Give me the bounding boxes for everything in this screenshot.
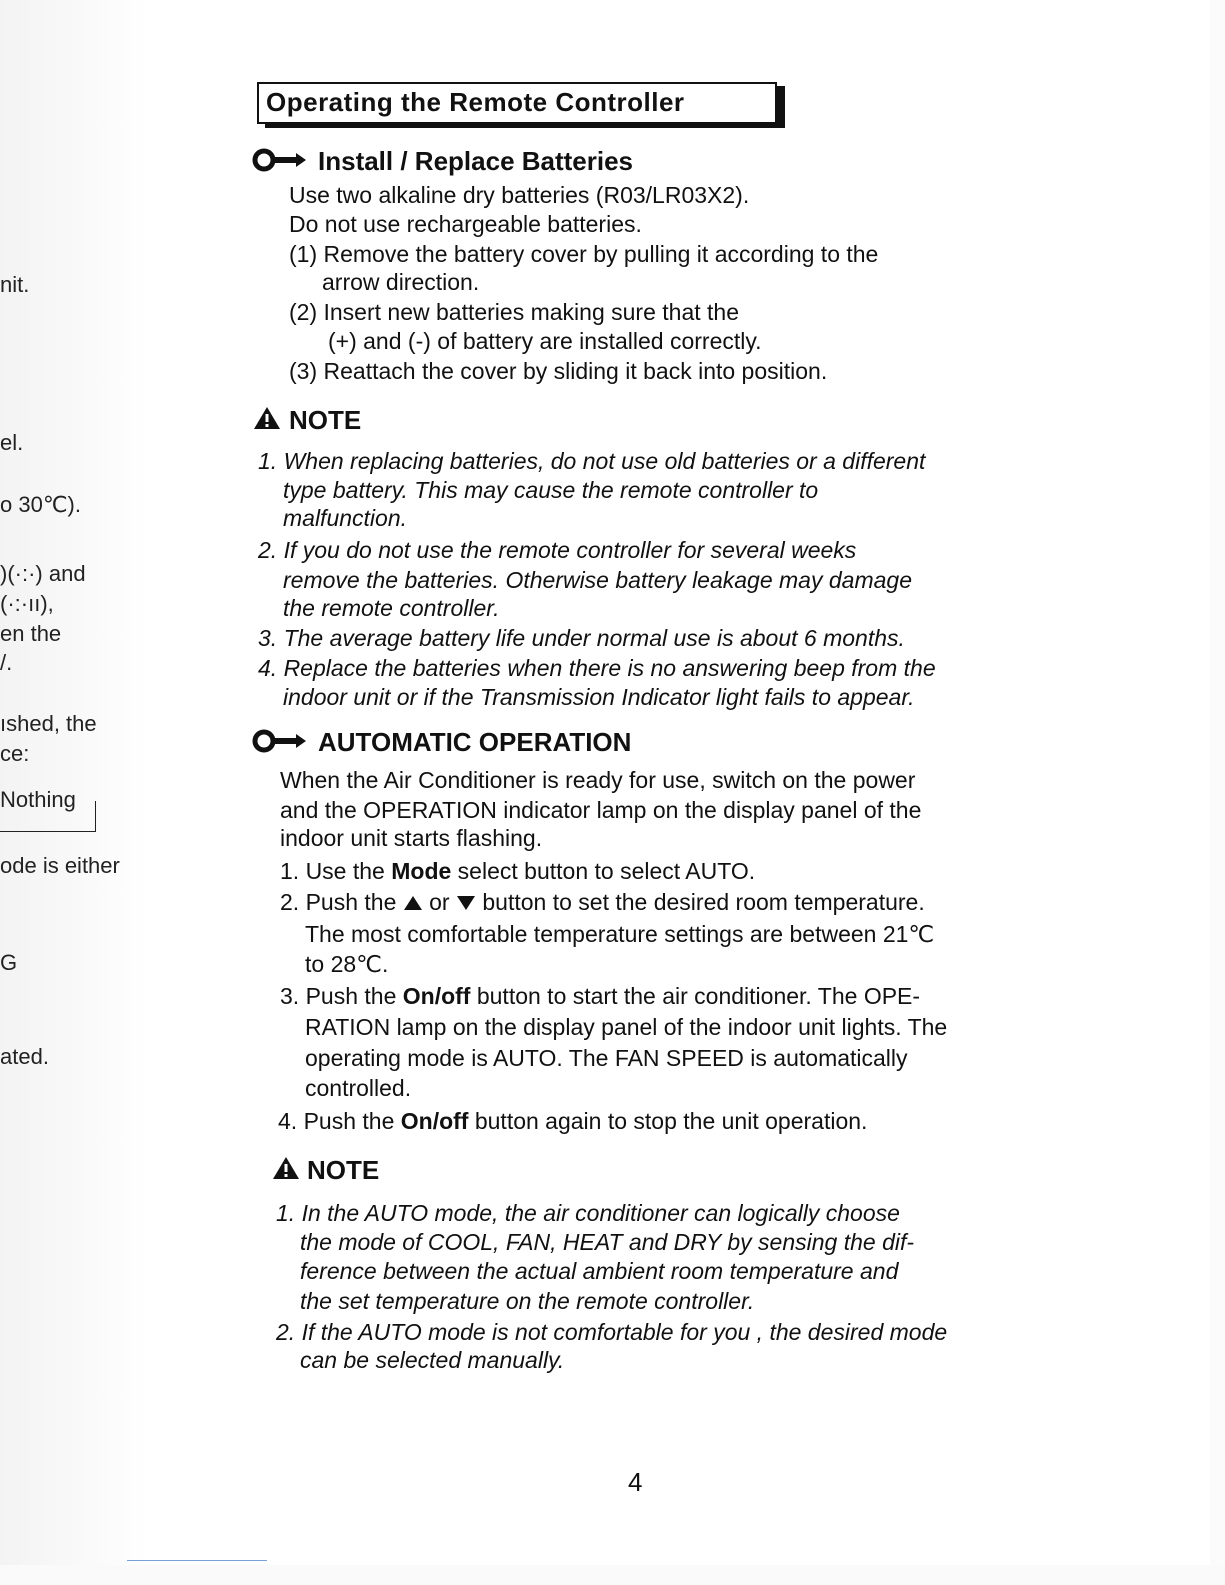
text-line: Use two alkaline dry batteries (R03/LR03X2). [289,182,750,208]
text-line: controlled. [305,1075,412,1101]
text-line: and the OPERATION indicator lamp on the display panel of the [280,797,922,823]
note-line: 4. Replace the batteries when there is no answering beep from the [258,655,936,681]
note-line: the mode of COOL, FAN, HEAT and DRY by sensing the dif- [300,1229,915,1255]
margin-fragment: nit. [0,272,30,297]
step-line [280,857,755,885]
note-line: 2. If you do not use the remote controller for several weeks [258,537,857,563]
note-line: the remote controller. [283,595,500,621]
note-line: 2. If the AUTO mode is not comfortable for you , the desired mode [276,1319,948,1345]
note-line: ference between the actual ambient room temperature and [300,1258,899,1284]
note-line: malfunction. [283,505,408,531]
step-text: 3. Push the [280,983,403,1009]
note-line: the set temperature on the remote controller. [300,1288,755,1314]
note-line: remove the batteries. Otherwise battery leakage may damage [283,567,912,593]
note-line: 1. In the AUTO mode, the air conditioner can logically choose [276,1200,900,1226]
key-bullet-icon [252,148,308,172]
warning-icon [253,406,281,430]
margin-fragment: Nothing [0,787,76,812]
up-triangle-icon [403,895,423,911]
margin-fragment: ated. [0,1044,49,1069]
page-title-box [257,82,777,124]
text-line: indoor unit starts flashing. [280,825,543,851]
margin-fragment: G [0,950,18,975]
right-page-bleed [1210,0,1225,1585]
key-bullet-icon [252,729,308,753]
margin-fragment: )(·:·) and [0,561,86,586]
note-line: 3. The average battery life under normal use is about 6 months. [258,625,905,651]
text-line: (+) and (-) of battery are installed correctly. [328,328,762,354]
text-line: RATION lamp on the display panel of the indoor unit lights. The [305,1014,948,1040]
margin-box-line [95,801,96,832]
margin-fragment: ıshed, the [0,711,97,736]
margin-fragment: en the [0,621,62,646]
text-line: (2) Insert new batteries making sure that the [289,299,739,325]
onoff-button-label: On/off [400,1108,469,1134]
mode-button-label: Mode [391,858,452,884]
note-label: NOTE [289,405,362,435]
text-line: operating mode is AUTO. The FAN SPEED is automatically [305,1045,908,1071]
step-line [278,1107,867,1135]
step-text: or [429,889,450,915]
note-line: type battery. This may cause the remote controller to [283,477,819,503]
text-line: (1) Remove the battery cover by pulling it according to the [289,241,879,267]
margin-fragment: el. [0,430,24,455]
section-heading-batteries: Install / Replace Batteries [318,146,634,176]
step-text: select button to select AUTO. [451,858,756,884]
text-line: (3) Reattach the cover by sliding it back into position. [289,358,828,384]
step-text: 1. Use the [280,858,392,884]
text-line: The most comfortable temperature settings are between 21℃ [305,921,935,947]
note-line: indoor unit or if the Transmission Indicator light fails to appear. [283,684,915,710]
margin-fragment: o 30℃). [0,492,81,517]
step-text: 4. Push the [278,1108,401,1134]
note-label: NOTE [307,1155,380,1185]
margin-fragment: /. [0,650,13,675]
margin-box-line [0,831,96,832]
bottom-scan-mark [127,1560,267,1561]
margin-fragment: ce: [0,741,30,766]
step-text: button again to stop the unit operation. [468,1108,868,1134]
step-text: 2. Push the [280,889,397,915]
text-line: arrow direction. [322,269,480,295]
text-line: When the Air Conditioner is ready for use, switch on the power [280,767,916,793]
down-triangle-icon [456,895,476,911]
page-number: 4 [628,1467,643,1497]
step-line [280,888,925,916]
margin-fragment: (·:·ıı), [0,591,54,616]
step-text: button to start the air conditioner. The OPE- [470,983,921,1009]
step-text: button to set the desired room temperature. [482,889,925,915]
warning-icon [272,1156,300,1180]
page-title: Operating the Remote Controller [266,87,685,117]
note-line: 1. When replacing batteries, do not use old batteries or a different [258,448,926,474]
step-line [280,982,920,1010]
text-line: to 28℃. [305,951,389,977]
note-line: can be selected manually. [300,1347,565,1373]
text-line: Do not use rechargeable batteries. [289,211,642,237]
bottom-edge [0,1565,1225,1585]
onoff-button-label: On/off [402,983,471,1009]
section-heading-auto: AUTOMATIC OPERATION [318,727,632,757]
margin-fragment: ode is either [0,853,120,878]
